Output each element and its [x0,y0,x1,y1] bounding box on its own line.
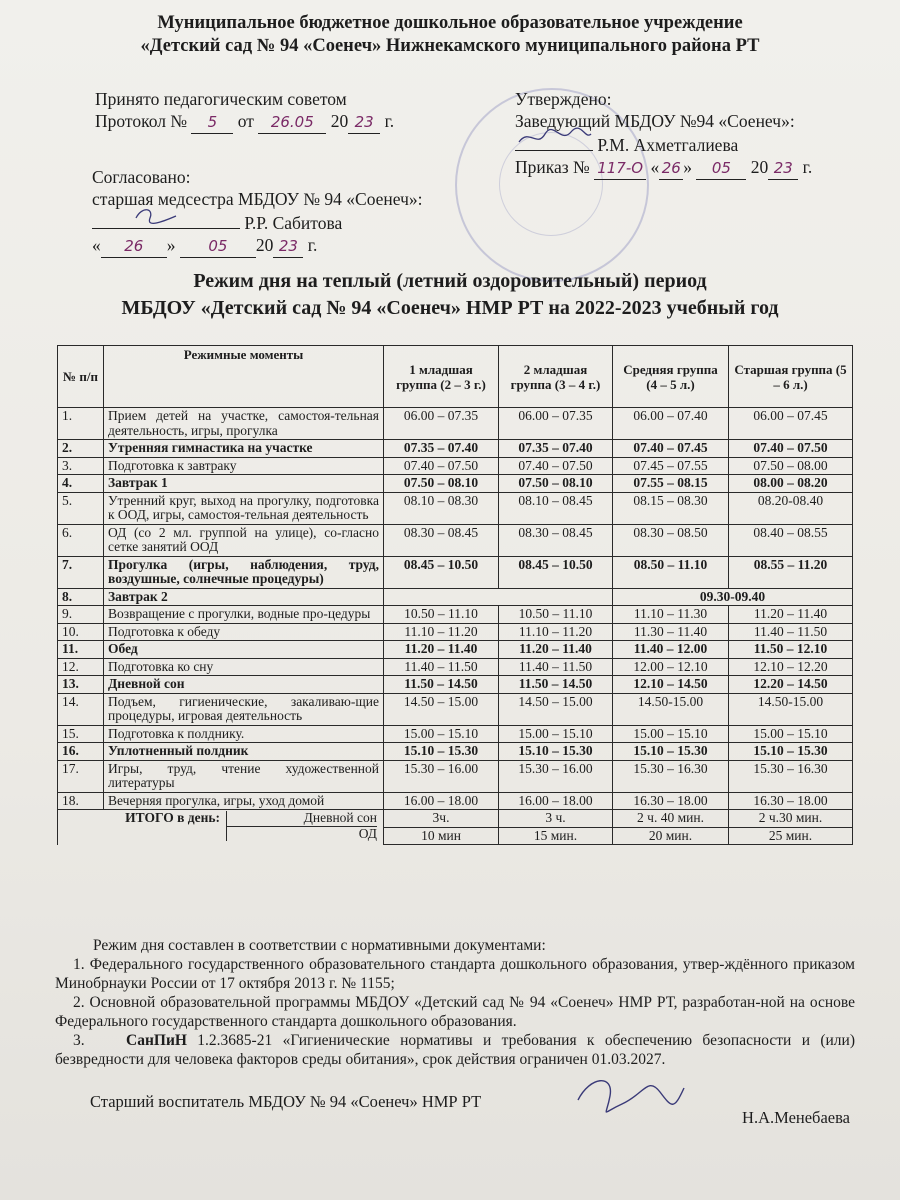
time-group-2: 11.20 – 11.40 [499,641,613,659]
time-group-4: 06.00 – 07.45 [729,408,853,440]
time-group-4: 12.20 – 14.50 [729,676,853,694]
row-number: 8. [58,588,104,606]
time-group-2: 08.45 – 10.50 [499,556,613,588]
table-row [58,408,853,440]
time-group-2: 10.50 – 11.10 [499,606,613,624]
time-group-3: 07.45 – 07.55 [613,457,729,475]
time-group-2: 15.30 – 16.00 [499,760,613,792]
table-header-row [58,346,853,408]
director-name: Р.М. Ахметгалиева [597,135,739,155]
table-row [58,641,853,659]
time-group-4: 15.00 – 15.10 [729,725,853,743]
protocol-line: Протокол № 5 от 26.05 20 23 г. [95,110,394,134]
table-row [58,475,853,493]
row-moment: Возвращение с прогулки, водные про-цедуры [104,606,384,624]
time-group-3: 07.55 – 08.15 [613,475,729,493]
table-row [58,693,853,725]
sleep-label: Дневной сон [227,811,377,827]
note-1: 1. Федерального государственного образовательного стандарта дошкольного образования, утвер-ждённого приказом Минобрнауки России от 17 октября 2013 г. № 1155; [55,956,855,992]
agreed-position: старшая медсестра МБДОУ № 94 «Соенеч»: [92,189,423,209]
time-group-2: 16.00 – 18.00 [499,792,613,810]
row-number: 12. [58,658,104,676]
time-group-1: 08.30 – 08.45 [384,524,499,556]
time-group-1: 14.50 – 15.00 [384,693,499,725]
time-group-3: 15.10 – 15.30 [613,743,729,761]
nurse-name: Р.Р. Сабитова [244,213,343,233]
time-group-4: 14.50-15.00 [729,693,853,725]
agreed-year: 23 [273,235,303,258]
time-group-4: 07.40 – 07.50 [729,440,853,458]
time-group-3: 14.50-15.00 [613,693,729,725]
row-moment: Утренний круг, выход на прогулку, подготовка к ООД, игры, самостоя-тельная деятельность [104,492,384,524]
footer-name: Н.А.Менебаева [742,1108,850,1127]
row-moment: Прогулка (игры, наблюдения, труд, воздушные, солнечные процедуры) [104,556,384,588]
time-group-1: 07.50 – 08.10 [384,475,499,493]
order-line: Приказ № 117-О « 26 » 05 20 23 г. [515,156,875,180]
merged-empty [384,588,613,606]
time-group-4: 08.55 – 11.20 [729,556,853,588]
time-group-2: 06.00 – 07.35 [499,408,613,440]
table-row [58,676,853,694]
row-number: 3. [58,457,104,475]
footer-signature [90,1092,850,1127]
row-moment: ОД (со 2 мл. группой на улице), со-гласно сетке занятий ООД [104,524,384,556]
time-group-2: 07.35 – 07.40 [499,440,613,458]
time-group-4: 11.40 – 11.50 [729,623,853,641]
table-row [58,606,853,624]
note-2: 2. Основной образовательной программы МБДОУ «Детский сад № 94 «Соенеч» НМР РТ, разработан-ной на основе Федерального государственного стандарта дошкольного образования. [55,994,855,1030]
agreed-title: Согласовано: [92,167,191,187]
table-row [58,556,853,588]
note-3: 3. СанПиН 1.2.3685-21 «Гигиенические нормативы и требования к обеспечению безопасности и (или) безвредности для человека факторов среды обитания», срок действия ограничен 01.03.2027. [55,1032,855,1068]
row-moment: Подъем, гигиенические, закаливаю-щие процедуры, игровая деятельность [104,693,384,725]
org-header-line1: Муниципальное бюджетное дошкольное образовательное учреждение [157,13,743,33]
row-number: 7. [58,556,104,588]
od-total-group-2: 15 мин. [499,827,613,845]
row-number: 14. [58,693,104,725]
od-label: ОД [358,825,377,841]
footer-position: Старший воспитатель МБДОУ № 94 «Соенеч» НМР РТ [90,1092,482,1111]
od-total-group-1: 10 мин [384,827,499,845]
time-group-4: 16.30 – 18.00 [729,792,853,810]
header-moment: Режимные моменты [104,346,384,408]
row-moment: Подготовка к завтраку [104,457,384,475]
time-group-4: 11.50 – 12.10 [729,641,853,659]
schedule-body [58,408,853,845]
table-row [58,760,853,792]
document-title [0,268,900,322]
header-group-3: Средняя группа (4 – 5 л.) [613,346,729,408]
time-group-4: 15.10 – 15.30 [729,743,853,761]
od-total-group-3: 20 мин. [613,827,729,845]
time-group-4: 12.10 – 12.20 [729,658,853,676]
time-group-3: 07.40 – 07.45 [613,440,729,458]
table-row [58,725,853,743]
agreed-date-line: « 26 » 05 20 23 г. [92,234,423,258]
time-group-1: 07.35 – 07.40 [384,440,499,458]
time-group-2: 11.40 – 11.50 [499,658,613,676]
approved-position: Заведующий МБДОУ №94 «Соенеч»: [515,111,795,131]
accepted-block [95,88,394,134]
order-month: 05 [696,157,746,180]
time-group-3: 15.30 – 16.30 [613,760,729,792]
row-moment: Утренняя гимнастика на участке [104,440,384,458]
row-number: 2. [58,440,104,458]
row-number: 13. [58,676,104,694]
nurse-signature [92,210,240,229]
row-number: 6. [58,524,104,556]
sleep-total-group-4: 2 ч.30 мин. [729,810,853,828]
row-number: 15. [58,725,104,743]
time-group-4: 08.40 – 08.55 [729,524,853,556]
time-group-1: 15.10 – 15.30 [384,743,499,761]
table-row [58,457,853,475]
table-row [58,524,853,556]
table-row [58,440,853,458]
time-group-2: 08.30 – 08.45 [499,524,613,556]
time-group-1: 16.00 – 18.00 [384,792,499,810]
time-group-2: 15.00 – 15.10 [499,725,613,743]
time-group-2: 15.10 – 15.30 [499,743,613,761]
agreed-day: 26 [101,235,167,258]
time-group-3: 12.10 – 14.50 [613,676,729,694]
table-row [58,743,853,761]
time-group-1: 06.00 – 07.35 [384,408,499,440]
row-moment: Уплотненный полдник [104,743,384,761]
row-number: 4. [58,475,104,493]
protocol-number: 5 [191,111,233,134]
sleep-total-group-1: 3ч. [384,810,499,828]
time-group-1: 11.10 – 11.20 [384,623,499,641]
row-number: 10. [58,623,104,641]
time-group-1: 07.40 – 07.50 [384,457,499,475]
time-group-3: 11.40 – 12.00 [613,641,729,659]
row-moment: Завтрак 2 [104,588,384,606]
document-title-line1: Режим дня на теплый (летний оздоровительный) период [193,270,707,292]
row-moment: Подготовка к полднику. [104,725,384,743]
agreed-signature-line [92,210,423,234]
time-group-3: 08.15 – 08.30 [613,492,729,524]
time-group-2: 07.50 – 08.10 [499,475,613,493]
row-moment: Вечерняя прогулка, игры, уход домой [104,792,384,810]
table-row [58,658,853,676]
header-num: № п/п [58,346,104,408]
totals-sleep-row [58,810,853,828]
time-group-2: 08.10 – 08.45 [499,492,613,524]
time-group-1: 11.20 – 11.40 [384,641,499,659]
order-number: 117-О [594,157,646,180]
time-group-3: 15.00 – 15.10 [613,725,729,743]
table-row [58,492,853,524]
notes-intro: Режим дня составлен в соответствии с нормативными документами: [93,937,546,954]
time-group-3: 08.30 – 08.50 [613,524,729,556]
header-group-1: 1 младшая группа (2 – 3 г.) [384,346,499,408]
time-group-2: 11.50 – 14.50 [499,676,613,694]
sleep-total-group-2: 3 ч. [499,810,613,828]
time-group-3: 11.10 – 11.30 [613,606,729,624]
row-moment: Прием детей на участке, самостоя-тельная деятельность, игры, прогулка [104,408,384,440]
approved-block [515,88,875,180]
notes-block [55,936,855,1069]
time-group-3: 12.00 – 12.10 [613,658,729,676]
org-header-line2: «Детский сад № 94 «Соенеч» Нижнекамского муниципального района РТ [140,36,760,56]
time-group-1: 11.50 – 14.50 [384,676,499,694]
signature-scribble-icon [515,126,593,148]
director-signature [515,132,593,151]
row-moment: Подготовка к обеду [104,623,384,641]
time-group-4: 11.20 – 11.40 [729,606,853,624]
agreed-block [92,166,423,258]
accepted-title: Принято педагогическим советом [95,89,347,109]
row-number: 17. [58,760,104,792]
time-group-4: 07.50 – 08.00 [729,457,853,475]
row-moment: Дневной сон [104,676,384,694]
time-group-1: 11.40 – 11.50 [384,658,499,676]
header-group-2: 2 младшая группа (3 – 4 г.) [499,346,613,408]
time-group-4: 08.20-08.40 [729,492,853,524]
time-group-1: 08.45 – 10.50 [384,556,499,588]
sleep-total-group-3: 2 ч. 40 мин. [613,810,729,828]
row-number: 1. [58,408,104,440]
time-group-1: 08.10 – 08.30 [384,492,499,524]
table-row [58,792,853,810]
od-total-group-4: 25 мин. [729,827,853,845]
row-number: 16. [58,743,104,761]
order-year: 23 [768,157,798,180]
protocol-date: 26.05 [258,111,326,134]
protocol-year: 23 [348,111,380,134]
row-number: 9. [58,606,104,624]
signature-scribble-icon [92,204,240,226]
time-group-3: 11.30 – 11.40 [613,623,729,641]
time-group-1: 15.30 – 16.00 [384,760,499,792]
row-number: 11. [58,641,104,659]
time-group-3: 08.50 – 11.10 [613,556,729,588]
approved-title: Утверждено: [515,89,612,109]
row-moment: Игры, труд, чтение художественной литературы [104,760,384,792]
agreed-month: 05 [180,235,256,258]
row-number: 18. [58,792,104,810]
order-day: 26 [659,157,683,180]
time-group-3: 06.00 – 07.40 [613,408,729,440]
totals-cell [58,810,384,845]
time-group-1: 10.50 – 11.10 [384,606,499,624]
table-row [58,588,853,606]
time-group-2: 14.50 – 15.00 [499,693,613,725]
schedule-table [57,345,853,845]
totals-label: ИТОГО в день: [125,810,220,825]
time-group-4: 15.30 – 16.30 [729,760,853,792]
header-group-4: Старшая группа (5 – 6 л.) [729,346,853,408]
signature-scribble-icon [570,1070,690,1120]
time-group-1: 15.00 – 15.10 [384,725,499,743]
row-moment: Завтрак 1 [104,475,384,493]
time-group-4: 08.00 – 08.20 [729,475,853,493]
time-group-2: 07.40 – 07.50 [499,457,613,475]
org-header [0,12,900,58]
approved-signature-line [515,132,875,156]
row-number: 5. [58,492,104,524]
row-moment: Подготовка ко сну [104,658,384,676]
row-moment: Обед [104,641,384,659]
merged-time: 09.30-09.40 [613,588,853,606]
time-group-2: 11.10 – 11.20 [499,623,613,641]
document-title-line2: МБДОУ «Детский сад № 94 «Соенеч» НМР РТ на 2022-2023 учебный год [121,297,779,319]
time-group-3: 16.30 – 18.00 [613,792,729,810]
table-row [58,623,853,641]
